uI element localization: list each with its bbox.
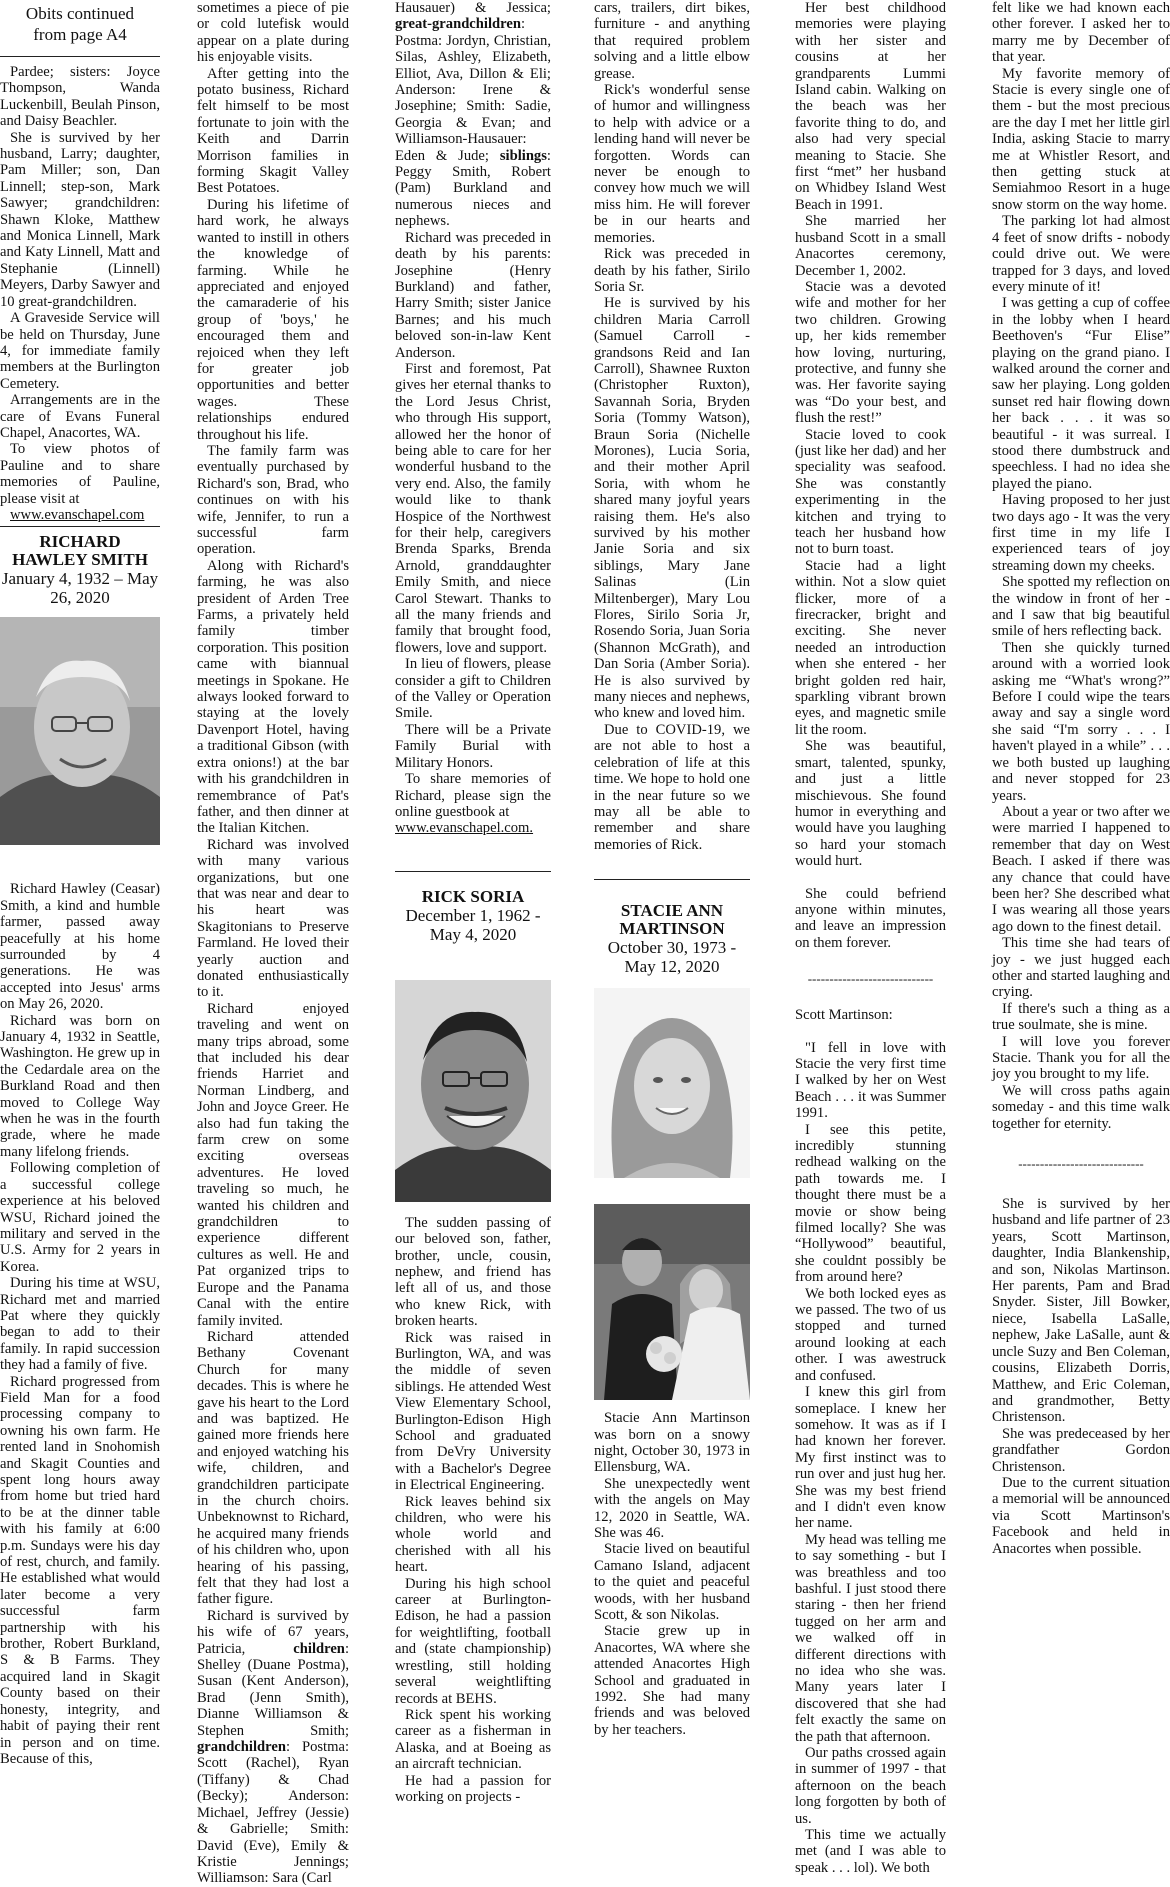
stacie-survivors-para: She is survived by her husband and life partner of 23 years, Scott Martinson, daughter, India Blankenship, and son, Nikolas Martinson. Her parents, Pam and Brad Snyder. Sister, Jill Bowker, niece, Isabella LaSalle, nephew, Jake LaSalle, aunt & uncle Suzy and Ben Coleman, cousins, Elizabeth Dorris, Matthew, and Eric Coleman, and grandmother, Betty Christenson. (992, 1196, 1170, 1426)
scott-para: This time she had tears of joy - we just hugged each other and started laughing and crying. (992, 935, 1170, 1001)
obituary-dates: October 30, 1973 - May 12, 2020 (607, 938, 737, 977)
survivors-continued (395, 0, 551, 230)
richard-smith-para: Following completion of a successful college experience at his beloved WSU, Richard joined the military and served in the U.S. Army for 2 years in Korea. (0, 1160, 160, 1275)
rick-soria-para: Rick was preceded in death by his father, Sirilo Soria Sr. (594, 246, 750, 295)
scott-para: We both locked eyes as we passed. The two of us stopped and turned around looking at each other. I was awestruck and confused. (795, 1285, 946, 1384)
wedding-photo (594, 1204, 750, 1400)
stacie-para: Stacie lived on beautiful Camano Island, adjacent to the quiet and peaceful woods, with her husband Scott, & son Nikolas. (594, 1541, 750, 1623)
rick-soria-para: Rick leaves behind six children, who were his whole world and cherished with all his heart. (395, 1493, 551, 1576)
stacie-para: She married her husband Scott in a small Anacortes ceremony, December 1, 2002. (795, 213, 946, 279)
great-grandchildren-label: great-grandchildren (395, 16, 521, 33)
column-6 (992, 0, 1170, 1770)
rick-soria-para: Due to COVID-19, we are not able to host a celebration of life at this time. We hope to hold one in the near future so we may all be able to remember and share memories of Rick. (594, 721, 750, 853)
richard-smith-para: Richard attended Bethany Covenant Church for many decades. This is where he gave his heart to the Lord and was baptized. He gained more friends here and enjoyed watching his wife, children, and grandchildren participate in the church choirs. Unbeknownst to Richard, he acquired many friends of his children who, upon hearing of his passing, felt that they had lost a father figure. (197, 1328, 349, 1608)
obituary-name: STACIE ANN MARTINSON (619, 901, 725, 939)
grandchildren-label: grandchildren (197, 1739, 286, 1756)
evanschapel-link[interactable]: www.evanschapel.com (10, 506, 145, 523)
children-label: children (293, 1640, 345, 1657)
scott-para: I will love you forever Stacie. Thank you for all the joy you brought to my life. (992, 1033, 1170, 1083)
rick-soria-para: During his high school career at Burlington-Edison, he had a passion for weightlifting, football and (state championship) wrestling, still holding several weightlifting records at BEHS. (395, 1575, 551, 1707)
column-2 (197, 0, 349, 1887)
scott-para: I was getting a cup of coffee in the lobby when I heard Beethoven's “Fur Elise” playing on the grand piano. I walked around the corner and saw her playing. Long golden sunset red hair flowing down her back . . . it was so beautiful - it was surreal. I stood there dumbstruck and speechless. I had no idea she played the piano. (992, 295, 1170, 492)
richard-smith-para: The family farm was eventually purchased by Richard's son, Brad, who continues on with his wife, Jennifer, to run a successful farm operation. (197, 442, 349, 558)
richard-smith-para: Richard was born on January 4, 1932 in Seattle, Washington. He grew up in the Cedardale area on the Burkland Road and then moved to College Way when he was in the fourth grade, where he made many lifelong friends. (0, 1012, 160, 1160)
rick-soria-para: Rick spent his working career as a fisherman in Alaska, and at Boeing as an aircraft technician. (395, 1706, 551, 1773)
richard-smith-para: Richard enjoyed traveling and went on many trips abroad, some that included his dear friends Harriet and Norman Lindberg, and John and Joyce Greer. He also had fun taking the farm crew on some exciting overseas adventures. He loved traveling so much, he wanted his children and grandchildren to experience different cultures as well. He and Pat organized trips to Europe and the Panama Canal with the entire family invited. (197, 1000, 349, 1329)
richard-smith-para: During his lifetime of hard work, he always wanted to instill in others the knowledge of farming. While he appreciated and enjoyed the camaraderie of his group of 'boys,' he encouraged them and rejoiced when they left for greater job opportunities and better wages. These relationships endured throughout his life. (197, 196, 349, 443)
section-rule (594, 879, 750, 880)
survivors-text: : Shelley (Duane Postma), Susan (Kent Anderson), Brad (Jenn Smith), Dianne Williamson & Stephen Smith; (197, 1640, 349, 1739)
pauline-para: A Graveside Service will be held on Thursday, June 4, for immediate family members at the Burlington Cemetery. (0, 310, 160, 392)
rick-soria-para: cars, trailers, dirt bikes, furniture - and anything that required problem solving and a little elbow grease. (594, 0, 750, 82)
scott-para: Having proposed to her just two days ago - It was the very first time in my life I experienced tears of joy streaming down my cheeks. (992, 492, 1170, 574)
rick-soria-photo (395, 980, 551, 1202)
stacie-para: Stacie had a light within. Not a slow quiet flicker, more of a firecracker, bright and exciting. She never needed an introduction when she entered - her bright golden red hair, sparkling vibrant brown eyes, and magnetic smile lit the room. (795, 557, 946, 738)
scott-para: We will cross paths again someday - and this time walk together for eternity. (992, 1082, 1170, 1132)
stacie-para: Stacie grew up in Anacortes, WA where she attended Anacortes High School and graduated in 1992. She had many friends and was beloved by her teachers. (594, 1623, 750, 1738)
dash-divider: ----------------------------- (1018, 1156, 1144, 1172)
column-4 (594, 0, 750, 1770)
pauline-para: To view photos of Pauline and to share memories of Pauline, please visit at (0, 441, 160, 507)
rick-soria-para: He had a passion for working on projects - (395, 1772, 551, 1805)
scott-para: The parking lot had almost 4 feet of snow drifts - nobody could drive out. We were trapped for 3 days, and loved every minute of it! (992, 213, 1170, 295)
scott-para: This time we actually met (and I was able to speak . . . lol). We both (795, 1827, 946, 1876)
richard-smith-para: sometimes a piece of pie or cold lutefisk would appear on a plate during his enjoyable visits. (197, 0, 349, 66)
portrait-illustration (0, 617, 160, 845)
survivors-text: : Postma: Scott (Rachel), Ryan (Tiffany) & Chad (Becky); Anderson: Michael, Jeffrey (Jessie) & Gabrielle; Smith: David (Eve), Emily & Kristie Jennings; Williamson: Sara (Carl (197, 1739, 349, 1887)
scott-heading: Scott Martinson: (795, 1007, 893, 1024)
survivors-para (197, 1608, 349, 1887)
scott-para: My head was telling me to say something - but I was breathless and too bashful. I just stood there staring - then her friend tugged on her arm and we walked off in different directions with no idea who she was. Many years later I discovered that she had felt exactly the same on the path that afternoon. (795, 1531, 946, 1745)
rick-soria-para: Rick's wonderful sense of humor and willingness to help with advice or a lending hand will never be forgotten. Words can never be enough to convey how much we will miss him. He will forever be in our hearts and memories. (594, 82, 750, 246)
stacie-survivors-para: She was predeceased by her grandfather Gordon Christenson. (992, 1425, 1170, 1475)
stacie-para: Stacie loved to cook (just like her dad) and her speciality was seafood. She was constantly experimenting in the kitchen and trying to teach her husband how not to burn toast. (795, 426, 946, 558)
wedding-illustration (594, 1204, 750, 1400)
stacie-para: Stacie Ann Martinson was born on a snowy night, October 30, 1973 in Ellensburg, WA. (594, 1410, 750, 1476)
scott-para: I see this petite, incredibly stunning redhead walking on the path towards me. I thought there must be a movie or show being filmed locally? She was “Hollywood” beautiful, she couldnt possibly be from around here? (795, 1121, 946, 1286)
siblings-label: siblings (499, 147, 547, 164)
richard-smith-para: To share memories of Richard, please sign the online guestbook at (395, 771, 551, 820)
portrait-illustration (594, 988, 750, 1178)
column-1 (0, 0, 160, 1770)
richard-smith-photo (0, 617, 160, 845)
richard-smith-para: In lieu of flowers, please consider a gift to Children of the Valley or Operation Smile. (395, 656, 551, 722)
scott-para: She spotted my reflection on the window in front of her - and I saw that big beautiful smile of hers reflecting back. (992, 574, 1170, 640)
scott-para: About a year or two after we were married I happened to remember that day on West Beach. I asked if there was any chance that could have been her? She described what I was wearing all those years ago down to the finest detail. (992, 803, 1170, 935)
continued-line-1: Obits continued (25, 4, 135, 23)
richard-smith-para: Richard was involved with many various organizations, but one that was near and dear to his heart was Skagitonians to Preserve Farmland. He loved their yearly auction and donated enthusiastically to it. (197, 836, 349, 1001)
scott-para: I knew this girl from someplace. I knew her somehow. It was as if I had known her forever. My first instinct was to run over and just hug her. She was my best friend and I didn't even know her name. (795, 1384, 946, 1532)
obituary-dates: December 1, 1962 - May 4, 2020 (405, 905, 541, 944)
scott-para: "I fell in love with Stacie the very first time I walked by her on West Beach . . . it was Summer 1991. (795, 1039, 946, 1122)
stacie-para: She was beautiful, smart, talented, spunky, and just a little mischievous. She found humor in everything and would have you laughing so hard your stomach would hurt. (795, 738, 946, 870)
obituary-dates: January 4, 1932 – May 26, 2020 (1, 569, 159, 608)
survivors-text: : Peggy Smith, Robert (Pam) Burkland and numerous nieces and nephews. (395, 147, 551, 230)
richard-smith-para: Richard was preceded in death by his parents: Josephine (Henry Burkland) and father, Harry Smith; sister Janice Barnes; and his much beloved son-in-law Kent Anderson. (395, 229, 551, 361)
header-rule (0, 56, 160, 57)
column-3 (395, 0, 551, 1805)
stacie-para: She unexpectedly went with the angels on May 12, 2020 in Seattle, WA. She was 46. (594, 1475, 750, 1541)
scott-para: Then she quickly turned around with a worried look asking me “What's wrong?” Before I could wipe the tears away and say a single word she said “I'm sorry . . . I haven't played in a while” . . . we both busted up laughing and never stopped for 23 years. (992, 639, 1170, 804)
scott-para: Our paths crossed again in summer of 1997 - that afternoon on the beach long forgotten by both of us. (795, 1745, 946, 1827)
stacie-para: Her best childhood memories were playing with her sister and cousins at her grandparents Lummi Island cabin. Walking on the beach was her favorite thing to do, and also had very special meaning to Stacie. She first “met” her husband on Whidbey Island West Beach in 1991. (795, 0, 946, 213)
scott-para: My favorite memory of Stacie is every single one of them - but the most precious are the day I met her little girl India, asking Stacie to marry me at Whistler Resort, and then getting stuck at Semiahmoo Resort in a huge snow storm on the way home. (992, 65, 1170, 213)
scott-para: felt like we had known each other forever. I asked her to marry me by December of that year. (992, 0, 1170, 66)
pauline-para: Arrangements are in the care of Evans Funeral Chapel, Anacortes, WA. (0, 392, 160, 441)
pauline-para: She is survived by her husband, Larry; daughter, Pam Miller; son, Dan Linnell; step-son, Mark Sawyer; grandchildren: Shawn Kloke, Matthew and Monica Linnell, Mark and Katy Linnell, Matt and Stephanie (Linnell) Meyers, Darby Sawyer and 10 great-grandchildren. (0, 129, 160, 310)
survivors-text: : Postma: Jordyn, Christian, Silas, Ashley, Elizabeth, Elliot, Ava, Dillon & Eli; Anderson: Irene & Josephine; Smith: Sadie, Georgia & Evan; and Williamson-Hausauer: Eden & Jude; (395, 16, 551, 164)
pauline-para: Pardee; sisters: Joyce Thompson, Wanda Luckenbill, Beulah Pinson, and Daisy Beachler. (0, 64, 160, 130)
stacie-survivors-para: Due to the current situation a memorial will be announced via Scott Martinson's Facebook and held in Anacortes when possible. (992, 1474, 1170, 1557)
rick-soria-para: Rick was raised in Burlington, WA, and was the middle of seven siblings. He attended West View Elementary School, Burlington-Edison High School and graduated from DeVry University with a Bachelor's Degree in Electrical Engineering. (395, 1329, 551, 1494)
scott-para: If there's such a thing as a true soulmate, she is mine. (992, 1000, 1170, 1034)
continued-header (0, 3, 160, 45)
stacie-para: She could befriend anyone within minutes, and leave an impression on them forever. (795, 885, 946, 951)
richard-smith-para: Richard Hawley (Ceasar) Smith, a kind and humble farmer, passed away peacefully at his home surrounded by 4 generations. He was accepted into Jesus' arms on May 26, 2020. (0, 881, 160, 1013)
richard-smith-para: After getting into the potato business, Richard felt himself to be most fortunate to join with the Keith and Darrin Morrison families in forming Skagit Valley Best Potatoes. (197, 65, 349, 197)
survivors-text: Hausauer) & Jessica; (395, 0, 551, 16)
richard-smith-para: First and foremost, Pat gives her eternal thanks to the Lord Jesus Christ, who through His support, allowed her the honor of being able to care for her wonderful husband to the very end. Also, the family would like to thank Hospice of the Northwest for their help, caregivers Brenda Sparks, Brenda Arnold, granddaughter Emily Smith, and niece Carol Stewart. Thanks to all the many friends and family that brought food, flowers, love and support. (395, 360, 551, 656)
obituary-name: RICHARD HAWLEY SMITH (12, 532, 148, 570)
obituary-name: RICK SORIA (421, 886, 525, 906)
stacie-portrait-photo (594, 988, 750, 1178)
richard-smith-para: Richard progressed from Field Man for a food processing company to owning his own farm. He rented land in Snohomish and Skagit Counties and spent long hours away from home but tried hard to be at the dinner table with his family at 6:00 p.m. Sundays were his day of rest, church, and family. He established what would later become a very successful farm partnership with his brother, Robert Burkland, S & B Farms. They acquired land in Skagit County based on their honesty, integrity, and habit of paying their rent in person and on time. Because of this, (0, 1373, 160, 1767)
stacie-para: Stacie was a devoted wife and mother for her two children. Growing up, her kids remember how loving, nurturing, protective, and funny she was. Her favorite saying was “Do your best, and flush the rest!” (795, 278, 946, 427)
evanschapel-link[interactable]: www.evanschapel.com. (395, 820, 534, 837)
dash-divider: ----------------------------- (807, 971, 934, 987)
richard-smith-para: During his time at WSU, Richard met and married Pat where they quickly began to add to their family. In rapid succession they had a family of five. (0, 1275, 160, 1374)
rick-soria-para: He is survived by his children Maria Carroll (Samuel Carroll - grandsons Reid and Ian Carroll), Shawnee Ruxton (Christopher Ruxton), Savannah Soria, Bryden Soria (Tommy Watson), Braun Soria (Nichelle Morones), Lucia Soria, and their mother April Soria, with whom he shared many joyful years raising them. He's also survived by his mother Janie Soria and six siblings, Mary Jane Salinas (Lin Miltenberger), Mary Lou Flores, Sirilo Soria Jr, Rosendo Soria, Juan Soria (Shannon McGrath), and Dan Soria (Amber Soria). He is also survived by many nieces and nephews, who knew and loved him. (594, 295, 750, 722)
section-rule (0, 526, 160, 527)
rick-soria-para: The sudden passing of our beloved son, father, brother, uncle, cousin, nephew, and friend has left all of us, and those who knew Rick, with broken hearts. (395, 1214, 551, 1330)
continued-line-2: from page A4 (33, 25, 127, 44)
richard-smith-para: Along with Richard's farming, he was also president of Arden Tree Farms, a privately held family timber corporation. This position came with biannual meetings in Spokane. He always looked forward to staying at the lovely Davenport Hotel, having a traditional Gibson (with extra onions!) at the bar with his grandchildren in remembrance of Pat's father, and then dinner at the Italian Kitchen. (197, 557, 349, 837)
section-rule (395, 871, 551, 872)
column-5 (795, 0, 946, 1876)
survivors-text: Richard is survived by his wife of 67 years, Patricia, (197, 1607, 349, 1657)
richard-smith-para: There will be a Private Family Burial with Military Honors. (395, 721, 551, 771)
portrait-illustration (395, 980, 551, 1202)
